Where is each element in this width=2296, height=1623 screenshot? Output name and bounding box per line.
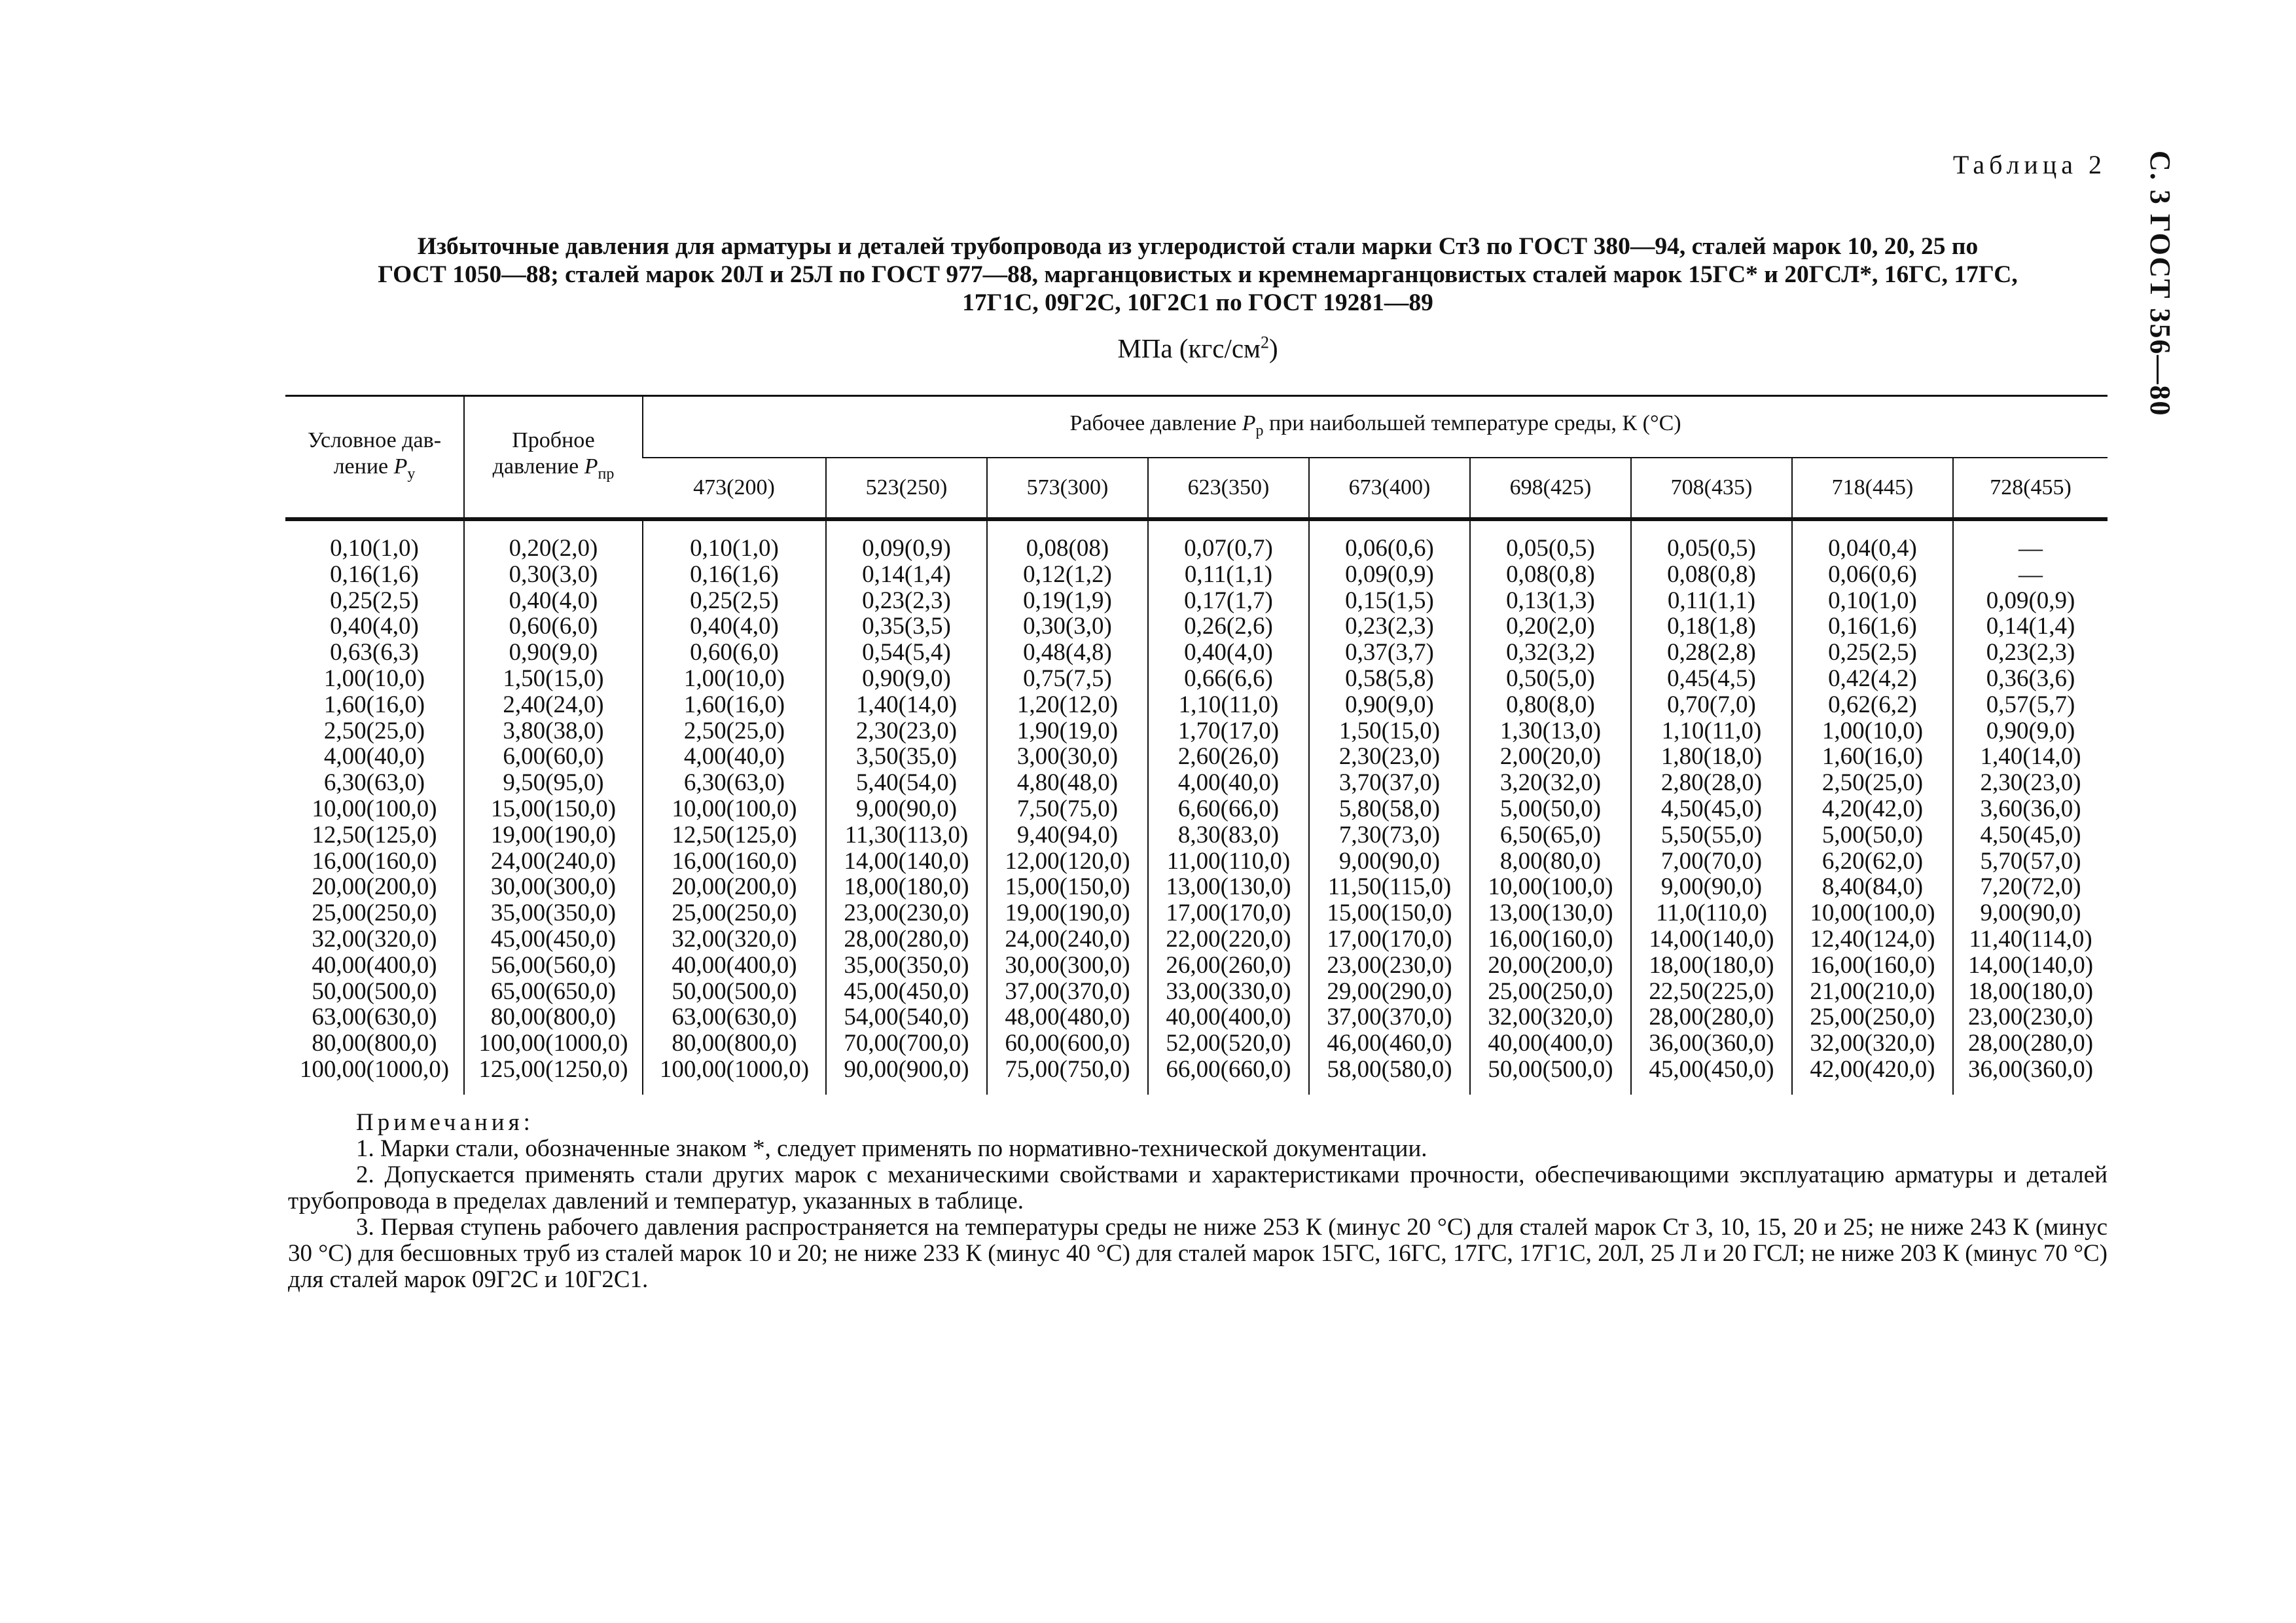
table-cell: 12,50(125,0) (643, 822, 826, 848)
table-cell: 18,00(180,0) (1953, 979, 2108, 1005)
table-cell: 22,00(220,0) (1148, 926, 1309, 953)
table-cell: 0,36(3,6) (1953, 666, 2108, 692)
table-cell: 17,00(170,0) (1148, 900, 1309, 926)
table-cell: 8,30(83,0) (1148, 822, 1309, 848)
table-cell: 0,23(2,3) (1309, 613, 1470, 640)
table-cell: 9,50(95,0) (464, 770, 643, 796)
table-cell: 14,00(140,0) (826, 848, 987, 875)
table-cell: 0,09(0,9) (1309, 562, 1470, 588)
note-item: 3. Первая ступень рабочего давления распространяется на температуры среды не ниже 253 К (минус 20 °С) для сталей марок Ст 3, 10, 15, 20 и 25; не ниже 243 К (минус 30 °С) для бесшовных труб из сталей марок 10 и 20; не ниже 233 К (минус 40 °С) для сталей марок 15ГС, 16ГС, 17ГС, 17Г1С, 20Л, 25 Л и 20 ГСЛ; не ниже 203 К (минус 70 °С) для сталей марок 09Г2С и 10Г2С1. (288, 1214, 2108, 1293)
table-cell: 0,10(1,0) (643, 519, 826, 562)
table-cell: 28,00(280,0) (1631, 1004, 1792, 1030)
header-test-pressure (464, 396, 643, 520)
table-cell: 10,00(100,0) (1792, 900, 1953, 926)
table-cell: 2,40(24,0) (464, 692, 643, 718)
table-cell: 7,20(72,0) (1953, 874, 2108, 900)
table-cell: 28,00(280,0) (1953, 1030, 2108, 1057)
table-cell: 58,00(580,0) (1309, 1057, 1470, 1095)
header-text: Рабочее давление (1069, 410, 1242, 435)
table-cell: — (1953, 562, 2108, 588)
table-cell: 0,16(1,6) (330, 560, 419, 588)
notes (288, 1110, 2108, 1293)
table-row (285, 692, 2108, 718)
table-cell: 16,00(160,0) (1792, 953, 1953, 979)
table-cell: 0,35(3,5) (826, 613, 987, 640)
table-cell: 1,40(14,0) (1953, 744, 2108, 770)
table-cell: 70,00(700,0) (826, 1030, 987, 1057)
table-cell: 0,90(9,0) (464, 640, 643, 666)
table-cell: 54,00(540,0) (826, 1004, 987, 1030)
table-cell: 20,00(200,0) (643, 874, 826, 900)
table-cell: 15,00(150,0) (987, 874, 1148, 900)
note-item: 1. Марки стали, обозначенные знаком *, следует применять по нормативно-технической документации. (356, 1135, 1427, 1162)
table-cell: 1,30(13,0) (1470, 718, 1631, 744)
table-cell: 80,00(800,0) (643, 1030, 826, 1057)
table-cell: 26,00(260,0) (1148, 953, 1309, 979)
table-cell: 40,00(400,0) (1470, 1030, 1631, 1057)
table-cell: 0,04(0,4) (1792, 519, 1953, 562)
units-label (288, 333, 2108, 364)
table-cell: 0,23(2,3) (1953, 640, 2108, 666)
table-row (285, 666, 2108, 692)
table-cell: 0,57(5,7) (1953, 692, 2108, 718)
table-cell: 0,45(4,5) (1631, 666, 1792, 692)
table-cell: 30,00(300,0) (464, 874, 643, 900)
table-cell: 80,00(800,0) (464, 1004, 643, 1030)
symbol-subscript: пр (598, 465, 615, 483)
table-cell: 20,00(200,0) (312, 873, 437, 901)
header-text: при наибольшей температуре среды, К (°С) (1263, 410, 1681, 435)
table-cell: 45,00(450,0) (826, 979, 987, 1005)
table-cell: 13,00(130,0) (1470, 900, 1631, 926)
table-cell: 0,75(7,5) (987, 666, 1148, 692)
table-cell: 37,00(370,0) (1309, 1004, 1470, 1030)
table-label: Таблица 2 (1952, 150, 2106, 179)
table-cell: 0,90(9,0) (1953, 718, 2108, 744)
table-row (285, 588, 2108, 614)
table-cell: 2,50(25,0) (643, 718, 826, 744)
table-cell: 8,00(80,0) (1470, 848, 1631, 875)
table-cell: 0,30(3,0) (987, 613, 1148, 640)
table-cell: 14,00(140,0) (1631, 926, 1792, 953)
table-cell: 25,00(250,0) (312, 900, 437, 927)
table-cell: 14,00(140,0) (1953, 953, 2108, 979)
table-cell: 1,40(14,0) (826, 692, 987, 718)
table-cell: 15,00(150,0) (1309, 900, 1470, 926)
table-cell: 0,15(1,5) (1309, 588, 1470, 614)
table-cell: 19,00(190,0) (987, 900, 1148, 926)
table-cell: 90,00(900,0) (826, 1057, 987, 1095)
table-cell: 16,00(160,0) (1470, 926, 1631, 953)
table-cell: 48,00(480,0) (987, 1004, 1148, 1030)
header-temperature: 573(300) (987, 458, 1148, 519)
table-cell: 12,00(120,0) (987, 848, 1148, 875)
table-cell: 0,25(2,5) (643, 588, 826, 614)
table-title (288, 232, 2108, 317)
table-cell: 0,66(6,6) (1148, 666, 1309, 692)
table-cell: 1,00(10,0) (643, 666, 826, 692)
table-row (285, 979, 2108, 1005)
units-power: 2 (1260, 333, 1269, 352)
table-cell: 25,00(250,0) (643, 900, 826, 926)
table-cell: 10,00(100,0) (312, 795, 437, 822)
table-cell: 33,00(330,0) (1148, 979, 1309, 1005)
header-temperature: 728(455) (1953, 458, 2108, 519)
table-cell: 0,90(9,0) (826, 666, 987, 692)
table-cell: 50,00(500,0) (1470, 1057, 1631, 1095)
table-cell: 0,42(4,2) (1792, 666, 1953, 692)
table-cell: 5,80(58,0) (1309, 796, 1470, 822)
table-cell: 4,50(45,0) (1953, 822, 2108, 848)
table-cell: 0,14(1,4) (826, 562, 987, 588)
table-cell: 5,50(55,0) (1631, 822, 1792, 848)
table-cell: 80,00(800,0) (312, 1030, 437, 1057)
table-cell: 0,17(1,7) (1148, 588, 1309, 614)
table-cell: 75,00(750,0) (987, 1057, 1148, 1095)
table-cell: 0,63(6,3) (330, 639, 419, 666)
table-cell: 1,90(19,0) (987, 718, 1148, 744)
table-cell: 0,58(5,8) (1309, 666, 1470, 692)
table-cell: 19,00(190,0) (464, 822, 643, 848)
table-cell: 0,12(1,2) (987, 562, 1148, 588)
table-cell: 0,50(5,0) (1470, 666, 1631, 692)
table-cell: 20,00(200,0) (1470, 953, 1631, 979)
table-cell: 3,80(38,0) (464, 718, 643, 744)
table-cell: 0,11(1,1) (1148, 562, 1309, 588)
table-cell: 0,40(4,0) (1148, 640, 1309, 666)
table-cell: 4,00(40,0) (643, 744, 826, 770)
table-cell: 13,00(130,0) (1148, 874, 1309, 900)
table-cell: 22,50(225,0) (1631, 979, 1792, 1005)
header-text: ление (333, 454, 394, 479)
notes-title-line (288, 1110, 2108, 1136)
table-cell: 4,00(40,0) (1148, 770, 1309, 796)
table-cell: 12,50(125,0) (312, 821, 437, 848)
table-cell: 0,60(6,0) (643, 640, 826, 666)
table-cell: 25,00(250,0) (1470, 979, 1631, 1005)
table-cell: 0,62(6,2) (1792, 692, 1953, 718)
table-cell: 1,00(10,0) (1792, 718, 1953, 744)
table-cell: 1,60(16,0) (643, 692, 826, 718)
table-cell: 5,00(50,0) (1470, 796, 1631, 822)
table-cell: 63,00(630,0) (312, 1004, 437, 1031)
table-cell: 0,05(0,5) (1631, 519, 1792, 562)
table-cell: 1,70(17,0) (1148, 718, 1309, 744)
table-cell: 35,00(350,0) (826, 953, 987, 979)
table-cell: 3,20(32,0) (1470, 770, 1631, 796)
symbol-subscript: у (407, 465, 416, 483)
table-row (285, 822, 2108, 848)
table-cell: 24,00(240,0) (464, 848, 643, 875)
table-cell: 3,60(36,0) (1953, 796, 2108, 822)
table-cell: 2,30(23,0) (1309, 744, 1470, 770)
units-main: МПа (кгс/см (1117, 333, 1261, 363)
header-temperature: 523(250) (826, 458, 987, 519)
table-cell: 6,30(63,0) (323, 769, 425, 797)
table-row (285, 953, 2108, 979)
table-cell: 52,00(520,0) (1148, 1030, 1309, 1057)
table-cell: 2,00(20,0) (1470, 744, 1631, 770)
table-row (285, 1030, 2108, 1057)
header-temperature: 708(435) (1631, 458, 1792, 519)
table-cell: 9,00(90,0) (1631, 874, 1792, 900)
table-row (285, 519, 2108, 562)
table-cell: 0,13(1,3) (1470, 588, 1631, 614)
table-cell: 0,11(1,1) (1631, 588, 1792, 614)
table-cell: 32,00(320,0) (1792, 1030, 1953, 1057)
table-cell: 4,20(42,0) (1792, 796, 1953, 822)
table-cell: 30,00(300,0) (987, 953, 1148, 979)
header-temperature: 718(445) (1792, 458, 1953, 519)
table-cell: 28,00(280,0) (826, 926, 987, 953)
table-cell: 0,19(1,9) (987, 588, 1148, 614)
table-cell: 2,50(25,0) (323, 717, 425, 744)
table-cell: 5,00(50,0) (1792, 822, 1953, 848)
table-cell: 15,00(150,0) (464, 796, 643, 822)
table-cell: 0,28(2,8) (1631, 640, 1792, 666)
table-body (285, 519, 2108, 1095)
table-cell: 32,00(320,0) (1470, 1004, 1631, 1030)
header-text: Условное дав- (307, 428, 442, 452)
table-cell: 5,40(54,0) (826, 770, 987, 796)
table-row (285, 1057, 2108, 1095)
table-cell: 1,50(15,0) (464, 666, 643, 692)
header-text: давление (492, 454, 584, 479)
table-cell: 100,00(1000,0) (643, 1057, 826, 1095)
table-cell: 0,48(4,8) (987, 640, 1148, 666)
table-cell: 100,00(1000,0) (464, 1030, 643, 1057)
table-cell: 11,00(110,0) (1148, 848, 1309, 875)
table-cell: 1,60(16,0) (1792, 744, 1953, 770)
table-cell: 0,90(9,0) (1309, 692, 1470, 718)
table-cell: 4,50(45,0) (1631, 796, 1792, 822)
table-cell: 0,18(1,8) (1631, 613, 1792, 640)
symbol-p: P (584, 454, 598, 479)
table-cell: 46,00(460,0) (1309, 1030, 1470, 1057)
table-cell: 0,30(3,0) (464, 562, 643, 588)
table-cell: 0,37(3,7) (1309, 640, 1470, 666)
table-cell: 0,26(2,6) (1148, 613, 1309, 640)
table-cell: 23,00(230,0) (1953, 1004, 2108, 1030)
table-cell: 0,40(4,0) (643, 613, 826, 640)
table-cell: 16,00(160,0) (643, 848, 826, 875)
symbol-p: P (393, 454, 408, 479)
table-row (285, 613, 2108, 640)
table-cell: 18,00(180,0) (826, 874, 987, 900)
table-cell: 0,40(4,0) (464, 588, 643, 614)
table-cell: 0,08(0,8) (1470, 562, 1631, 588)
table-cell: 10,00(100,0) (643, 796, 826, 822)
table-cell: 0,16(1,6) (643, 562, 826, 588)
header-temperature: 698(425) (1470, 458, 1631, 519)
table-cell: 9,00(90,0) (1309, 848, 1470, 875)
table-cell: 23,00(230,0) (1309, 953, 1470, 979)
table-cell: 9,40(94,0) (987, 822, 1148, 848)
table-row (285, 900, 2108, 926)
table-cell: 2,80(28,0) (1631, 770, 1792, 796)
table-cell: 9,00(90,0) (1953, 900, 2108, 926)
table-row (285, 796, 2108, 822)
table-cell: 0,20(2,0) (1470, 613, 1631, 640)
table-cell: 0,06(0,6) (1309, 519, 1470, 562)
symbol-subscript: р (1255, 422, 1264, 439)
table-cell: 1,10(11,0) (1148, 692, 1309, 718)
table-cell: 45,00(450,0) (1631, 1057, 1792, 1095)
table-cell: 12,40(124,0) (1792, 926, 1953, 953)
table-cell: 0,09(0,9) (1953, 588, 2108, 614)
table-cell: 1,80(18,0) (1631, 744, 1792, 770)
table-cell: 6,30(63,0) (643, 770, 826, 796)
table-cell: 0,07(0,7) (1148, 519, 1309, 562)
table-cell: 3,00(30,0) (987, 744, 1148, 770)
units-close: ) (1268, 333, 1278, 363)
table-cell: 37,00(370,0) (987, 979, 1148, 1005)
table-row (285, 926, 2108, 953)
table-cell: 9,00(90,0) (826, 796, 987, 822)
table-cell: — (1953, 519, 2108, 562)
table-cell: 7,30(73,0) (1309, 822, 1470, 848)
title-line: ГОСТ 1050—88; сталей марок 20Л и 25Л по ГОСТ 977—88, марганцовистых и кремнемарганцовистых сталей марок 15ГС* и 20ГСЛ*, 16ГС, 17ГС, (378, 261, 2018, 288)
header-nominal-pressure (285, 396, 464, 520)
table-cell: 100,00(1000,0) (299, 1055, 450, 1083)
table-row (285, 848, 2108, 875)
table-cell: 4,00(40,0) (323, 743, 425, 771)
table-cell: 29,00(290,0) (1309, 979, 1470, 1005)
table-cell: 36,00(360,0) (1631, 1030, 1792, 1057)
table-cell: 1,00(10,0) (323, 665, 425, 692)
table-cell: 40,00(400,0) (312, 951, 437, 979)
table-cell: 11,50(115,0) (1309, 874, 1470, 900)
table-cell: 10,00(100,0) (1470, 874, 1631, 900)
table-cell: 2,60(26,0) (1148, 744, 1309, 770)
table-cell: 0,32(3,2) (1470, 640, 1631, 666)
table-row (285, 744, 2108, 770)
table-cell: 50,00(500,0) (643, 979, 826, 1005)
table-cell: 1,50(15,0) (1309, 718, 1470, 744)
table-cell: 0,16(1,6) (1792, 613, 1953, 640)
table-cell: 0,25(2,5) (1792, 640, 1953, 666)
header-working-pressure (643, 396, 2108, 458)
table-cell: 11,30(113,0) (826, 822, 987, 848)
table-row (285, 562, 2108, 588)
table-cell: 0,08(08) (987, 519, 1148, 562)
table-cell: 0,70(7,0) (1631, 692, 1792, 718)
table-cell: 0,05(0,5) (1470, 519, 1631, 562)
table-row (285, 640, 2108, 666)
table-cell: 0,20(2,0) (464, 519, 643, 562)
table-row (285, 1004, 2108, 1030)
table-cell: 0,54(5,4) (826, 640, 987, 666)
table-cell: 65,00(650,0) (464, 979, 643, 1005)
table-cell: 18,00(180,0) (1631, 953, 1792, 979)
table-cell: 36,00(360,0) (1953, 1057, 2108, 1095)
table-cell: 0,23(2,3) (826, 588, 987, 614)
table-cell: 7,50(75,0) (987, 796, 1148, 822)
table-cell: 24,00(240,0) (987, 926, 1148, 953)
table-cell: 0,60(6,0) (464, 613, 643, 640)
table-cell: 0,10(1,0) (1792, 588, 1953, 614)
table-row (285, 718, 2108, 744)
table-cell: 23,00(230,0) (826, 900, 987, 926)
table-cell: 45,00(450,0) (464, 926, 643, 953)
table-cell: 40,00(400,0) (643, 953, 826, 979)
table-cell: 40,00(400,0) (1148, 1004, 1309, 1030)
table-cell: 8,40(84,0) (1792, 874, 1953, 900)
pressure-table (285, 395, 2108, 1095)
table-row (285, 874, 2108, 900)
table-cell: 0,80(8,0) (1470, 692, 1631, 718)
table-cell: 6,60(66,0) (1148, 796, 1309, 822)
table-cell: 3,50(35,0) (826, 744, 987, 770)
table-cell: 5,70(57,0) (1953, 848, 2108, 875)
note-item: 2. Допускается применять стали других марок с механическими свойствами и характеристиками прочности, обеспечивающими эксплуатацию арматуры и деталей трубопровода в пределах давлений и температур, указанных в таблице. (288, 1161, 2108, 1214)
table-cell: 2,30(23,0) (826, 718, 987, 744)
table-cell: 16,00(160,0) (312, 847, 437, 875)
table-cell: 11,0(110,0) (1631, 900, 1792, 926)
table-cell: 35,00(350,0) (464, 900, 643, 926)
table-cell: 3,70(37,0) (1309, 770, 1470, 796)
title-line: Избыточные давления для арматуры и деталей трубопровода из углеродистой стали марки Ст3 по ГОСТ 380—94, сталей марок 10, 20, 25 по (417, 233, 1979, 260)
table-cell: 42,00(420,0) (1792, 1057, 1953, 1095)
page-side-header: С. 3 ГОСТ 356—80 (2144, 151, 2176, 417)
table-cell: 6,20(62,0) (1792, 848, 1953, 875)
table-cell: 6,00(60,0) (464, 744, 643, 770)
table-cell: 60,00(600,0) (987, 1030, 1148, 1057)
table-cell: 1,20(12,0) (987, 692, 1148, 718)
table-cell: 25,00(250,0) (1792, 1004, 1953, 1030)
table-cell: 1,10(11,0) (1631, 718, 1792, 744)
table-cell: 32,00(320,0) (643, 926, 826, 953)
title-line: 17Г1С, 09Г2С, 10Г2С1 по ГОСТ 19281—89 (962, 289, 1433, 316)
table-cell: 17,00(170,0) (1309, 926, 1470, 953)
table-row (285, 770, 2108, 796)
table-cell: 56,00(560,0) (464, 953, 643, 979)
table-cell: 2,50(25,0) (1792, 770, 1953, 796)
table-cell: 0,40(4,0) (330, 613, 419, 640)
table-cell: 50,00(500,0) (312, 977, 437, 1005)
header-temperature: 673(400) (1309, 458, 1470, 519)
header-text: Пробное (512, 428, 595, 452)
table-cell: 0,08(0,8) (1631, 562, 1792, 588)
table-cell: 63,00(630,0) (643, 1004, 826, 1030)
table-cell: 32,00(320,0) (312, 925, 437, 953)
symbol-p: P (1242, 410, 1256, 435)
table-cell: 1,60(16,0) (323, 691, 425, 718)
table-cell: 6,50(65,0) (1470, 822, 1631, 848)
table-cell: 0,09(0,9) (826, 519, 987, 562)
table-cell: 7,00(70,0) (1631, 848, 1792, 875)
table-cell: 0,10(1,0) (330, 535, 419, 562)
header-temperature: 473(200) (643, 458, 826, 519)
table-cell: 4,80(48,0) (987, 770, 1148, 796)
table-cell: 21,00(210,0) (1792, 979, 1953, 1005)
table-cell: 66,00(660,0) (1148, 1057, 1309, 1095)
table-cell: 11,40(114,0) (1953, 926, 2108, 953)
table-cell: 125,00(1250,0) (464, 1057, 643, 1095)
notes-title: Примечания: (356, 1109, 534, 1136)
table-cell: 0,06(0,6) (1792, 562, 1953, 588)
table-cell: 0,25(2,5) (330, 587, 419, 614)
header-temperature: 623(350) (1148, 458, 1309, 519)
table-cell: 2,30(23,0) (1953, 770, 2108, 796)
table-cell: 0,14(1,4) (1953, 613, 2108, 640)
